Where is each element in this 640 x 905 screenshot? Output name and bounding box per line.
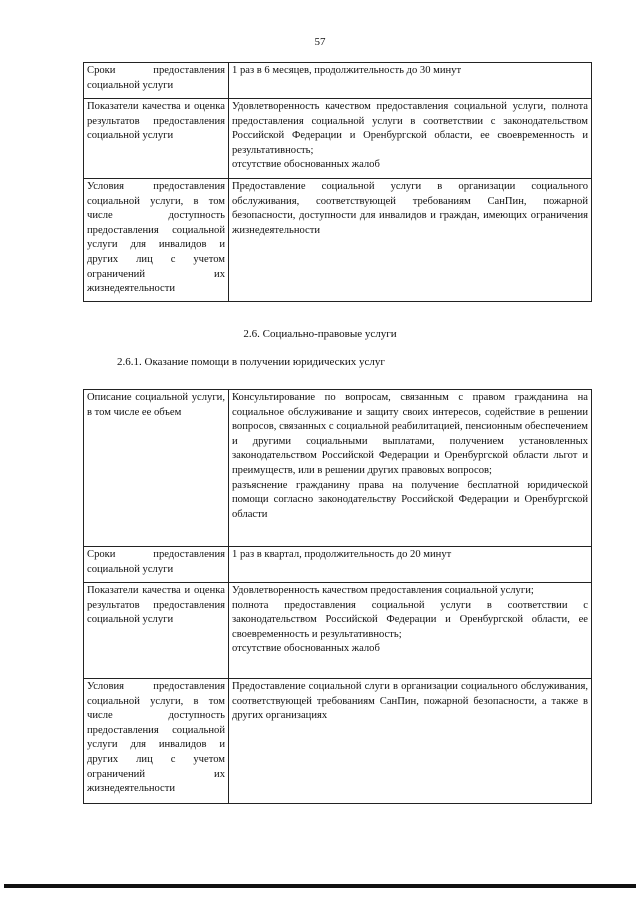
page-number: 57	[314, 36, 326, 48]
value-line: разъяснение гражданину права на получение бесплатной юридической помощи согласно законодательству Российской Федерации и Оренбургской области	[232, 479, 588, 520]
row-value	[229, 390, 592, 547]
value-line: Удовлетворенность качеством предоставления социальной услуги;	[232, 585, 534, 596]
row-value	[229, 179, 592, 302]
table-row	[84, 390, 592, 547]
row-value	[229, 547, 592, 583]
row-label: Показатели качества и оценка результатов предоставления социальной услуги	[84, 583, 229, 679]
value-line: отсутствие обоснованных жалоб	[232, 643, 380, 655]
row-value	[229, 583, 592, 679]
row-label: Сроки предоставления социальной услуги	[84, 63, 229, 99]
table-row	[84, 547, 592, 583]
row-label: Условия предоставления социальной услуги, в том числе доступность предоставления социальной услуги для инвалидов и других лиц с учетом ограничений их жизнедеятельности	[84, 679, 229, 804]
service-table-1	[83, 62, 592, 302]
row-value	[229, 679, 592, 804]
table-row	[84, 99, 592, 179]
table-row	[84, 179, 592, 302]
value-line: 1 раз в квартал, продолжительность до 20 минут	[232, 549, 452, 560]
row-label: Показатели качества и оценка результатов предоставления социальной услуги	[84, 99, 229, 179]
row-label: Описание социальной услуги, в том числе ее объем	[84, 390, 229, 547]
value-line: отсутствие обоснованных жалоб	[232, 159, 380, 171]
value-line: Предоставление социальной слуги в организации социального обслуживания, соответствующей требованиям СанПин, пожарной безопасности, а также в других организациях	[232, 681, 588, 722]
table-row	[84, 63, 592, 99]
value-line: 1 раз в 6 месяцев, продолжительность до 30 минут	[232, 65, 462, 76]
footer-rule	[4, 884, 636, 888]
value-line: Удовлетворенность качеством предоставления социальной услуги, полнота предоставления социальной услуги в соответствии с законодательством Российской Федерации и Оренбургской области, ее своевременность и результативность;	[232, 101, 588, 156]
table-row	[84, 583, 592, 679]
subsection-heading: 2.6.1. Оказание помощи в получении юридических услуг	[117, 356, 385, 368]
value-line: Консультирование по вопросам, связанным с правом гражданина на социальное обслуживание и защиту своих интересов, содействие в решении вопросов, связанных с социальной реабилитацией, пенсионным обеспечением и другими социальными выплатами, получением установленных законодательством Российской Федерации и Оренбургской области льгот и преимуществ, или в решении других правовых вопросов;	[232, 392, 588, 476]
value-line: Предоставление социальной услуги в организации социального обслуживания, соответствующей требованиям СанПин, пожарной безопасности, доступности для инвалидов и граждан, имеющих ограничения жизнедеятельности	[232, 181, 588, 236]
service-table-2	[83, 389, 592, 804]
value-line: полнота предоставления социальной услуги в соответствии с законодательством Российской Федерации и Оренбургской области, ее своевременность и результативность;	[232, 599, 588, 640]
section-heading: 2.6. Социально-правовые услуги	[243, 328, 397, 340]
row-value	[229, 99, 592, 179]
row-label: Сроки предоставления социальной услуги	[84, 547, 229, 583]
row-value	[229, 63, 592, 99]
table-row	[84, 679, 592, 804]
row-label: Условия предоставления социальной услуги, в том числе доступность предоставления социальной услуги для инвалидов и других лиц с учетом ограничений их жизнедеятельности	[84, 179, 229, 302]
